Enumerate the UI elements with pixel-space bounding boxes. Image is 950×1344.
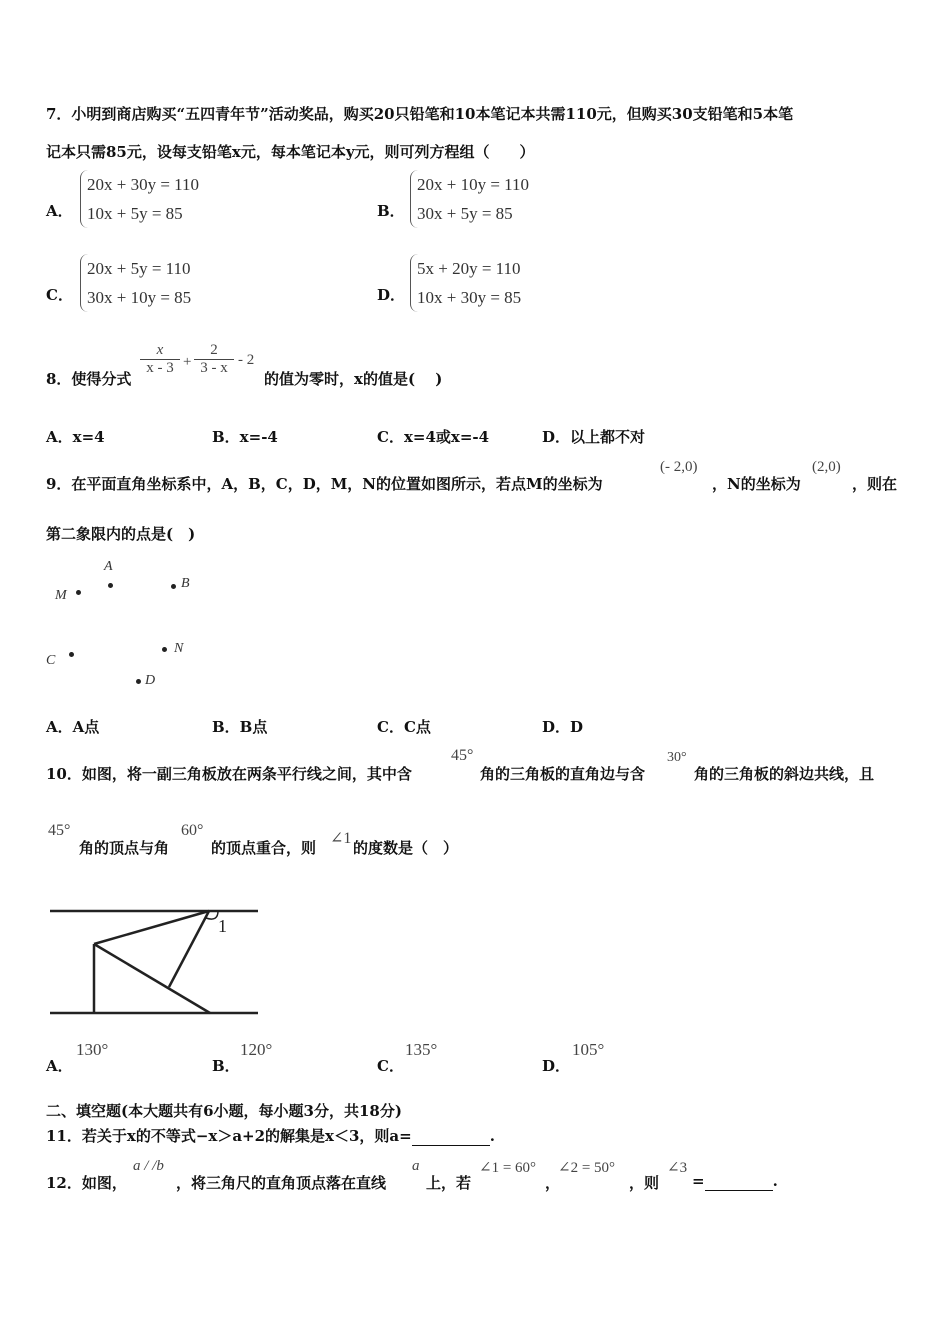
q12-answer-line xyxy=(692,1172,778,1191)
q10-option-d-value: 105° xyxy=(572,1040,605,1059)
q8-plus: + xyxy=(183,354,192,370)
q10-option-c-value: 135° xyxy=(405,1040,438,1059)
q12-angle-2: ∠2 = 50° xyxy=(558,1160,616,1176)
q12-parallel: a / /b xyxy=(133,1158,164,1174)
q11-answer-blank[interactable] xyxy=(412,1127,490,1146)
q7-line1: 7．小明到商店购买“五四青年节”活动奖品，购买20只铅笔和10本笔记本共需110元，但购买30支铅笔和5本笔 xyxy=(46,105,794,123)
q9-point-a-label: A xyxy=(104,559,113,574)
q12-answer-blank[interactable] xyxy=(705,1172,773,1191)
q10-angle-45: 45° xyxy=(451,747,474,764)
q9-point-c-label: C xyxy=(46,653,56,668)
q9-point-m xyxy=(76,590,81,595)
q10-angle-1-label: 1 xyxy=(218,916,227,936)
q10-angle-60: 60° xyxy=(181,822,204,839)
q9-n-coordinate: (2,0) xyxy=(812,459,841,475)
q8-fraction-2 xyxy=(194,342,234,377)
q9-option-a: A．A点 xyxy=(46,718,100,736)
q10-text-5: 的顶点重合，则 xyxy=(211,839,317,857)
q8-fraction-1 xyxy=(140,342,180,377)
q8-option-b: B．x=-4 xyxy=(212,428,278,446)
q10-triangle-inner-edge xyxy=(169,911,209,987)
q8-frac2-numerator: 2 xyxy=(210,342,218,358)
q7-option-a-eq2: 10x + 5y = 85 xyxy=(87,204,183,223)
q9-point-c xyxy=(69,652,74,657)
q7-option-b-eq1: 20x + 10y = 110 xyxy=(417,175,530,194)
q7-option-a-label: A． xyxy=(46,202,73,220)
q9-point-b-label: B xyxy=(181,576,190,591)
q10-figure xyxy=(46,900,266,1025)
q8-suffix: 的值为零时，x的值是( ) xyxy=(264,370,443,388)
q10-text-6: 的度数是（ ） xyxy=(353,839,459,857)
q8-minus-two: - 2 xyxy=(238,352,255,368)
q9-point-d xyxy=(136,679,141,684)
q7-option-c-eq1: 20x + 5y = 110 xyxy=(87,259,191,278)
q9-line2: 第二象限内的点是( ) xyxy=(46,525,196,543)
q9-option-c: C．C点 xyxy=(377,718,431,736)
q9-point-a xyxy=(108,583,113,588)
q9-point-n xyxy=(162,647,167,652)
q12-line-a: a xyxy=(412,1158,420,1174)
q8-frac1-numerator: x xyxy=(156,342,164,358)
q9-point-m-label: M xyxy=(55,588,67,603)
q9-option-b: B．B点 xyxy=(212,718,268,736)
q11-line xyxy=(46,1125,495,1146)
q9-option-d: D．D xyxy=(542,718,584,736)
q10-angle-45b: 45° xyxy=(48,822,71,839)
section-2-title: 二、填空题(本大题共有6小题，每小题3分，共18分) xyxy=(46,1102,402,1120)
q11-text: 11．若关于x的不等式−x＞a+2的解集是x＜3，则a= xyxy=(46,1127,412,1145)
q10-triangle-hypotenuse xyxy=(94,944,210,1013)
q7-option-d-system xyxy=(410,254,521,312)
q9-point-d-label: D xyxy=(145,673,156,688)
q10-angle-1: ∠1 xyxy=(330,830,352,847)
q10-option-b-label: B． xyxy=(212,1057,240,1075)
q10-triangle-top-edge xyxy=(94,911,209,944)
q11-end: . xyxy=(489,1127,495,1145)
q9-prefix: 9．在平面直角坐标系中，A，B，C，D，M，N的位置如图所示，若点M的坐标为 xyxy=(46,475,603,493)
q12-text-1: 12．如图， xyxy=(46,1174,127,1192)
q8-prefix: 8．使得分式 xyxy=(46,370,132,388)
q7-option-b-eq2: 30x + 5y = 85 xyxy=(417,204,513,223)
q10-option-d-label: D． xyxy=(542,1057,571,1075)
q12-text-2: ，将三角尺的直角顶点落在直线 xyxy=(176,1174,387,1192)
q12-comma: ， xyxy=(545,1174,561,1192)
q10-text-4: 角的顶点与角 xyxy=(79,839,170,857)
q10-text-2: 角的三角板的直角边与含 xyxy=(480,765,646,783)
q9-figure xyxy=(40,555,220,700)
q7-option-c-eq2: 30x + 10y = 85 xyxy=(87,288,192,307)
q10-option-b-value: 120° xyxy=(240,1040,273,1059)
q7-option-c-system xyxy=(80,254,191,312)
q10-option-a-label: A． xyxy=(46,1057,73,1075)
q9-suffix: ，则在 xyxy=(852,475,898,493)
q12-end: . xyxy=(772,1172,778,1190)
q7-option-a-eq1: 20x + 30y = 110 xyxy=(87,175,200,194)
q7-option-c-label: C． xyxy=(46,286,73,304)
q7-option-d-label: D． xyxy=(377,286,406,304)
q7-option-b-label: B． xyxy=(377,202,405,220)
q7-option-d-eq1: 5x + 20y = 110 xyxy=(417,259,521,278)
q10-option-c-label: C． xyxy=(377,1057,404,1075)
q12-angle-3: ∠3 xyxy=(667,1160,688,1176)
q8-frac2-denominator: 3 - x xyxy=(200,360,228,376)
q10-text-1: 10．如图，将一副三角板放在两条平行线之间，其中含 xyxy=(46,765,412,783)
q8-frac1-denominator: x - 3 xyxy=(146,360,174,376)
q9-point-b xyxy=(171,584,176,589)
q9-m-coordinate: (- 2,0) xyxy=(660,459,698,475)
q9-point-n-label: N xyxy=(174,641,184,656)
q7-line2: 记本只需85元，设每支铅笔x元，每本笔记本y元，则可列方程组（ ） xyxy=(46,143,535,161)
q12-equals: = xyxy=(692,1172,705,1190)
q7-option-a-system xyxy=(80,170,199,228)
q8-option-a: A．x=4 xyxy=(46,428,105,446)
q10-angle-30: 30° xyxy=(667,750,687,765)
q8-option-c: C．x=4或x=-4 xyxy=(377,428,490,446)
q8-option-d: D．以上都不对 xyxy=(542,428,646,446)
q12-text-3: 上，若 xyxy=(426,1174,472,1192)
q12-text-4: ，则 xyxy=(629,1174,660,1192)
q7-option-d-eq2: 10x + 30y = 85 xyxy=(417,288,522,307)
q10-option-a-value: 130° xyxy=(76,1040,109,1059)
q10-text-3: 角的三角板的斜边共线，且 xyxy=(694,765,875,783)
q12-angle-1: ∠1 = 60° xyxy=(479,1160,537,1176)
q9-mid: ，N的坐标为 xyxy=(712,475,801,493)
q7-option-b-system xyxy=(410,170,529,228)
